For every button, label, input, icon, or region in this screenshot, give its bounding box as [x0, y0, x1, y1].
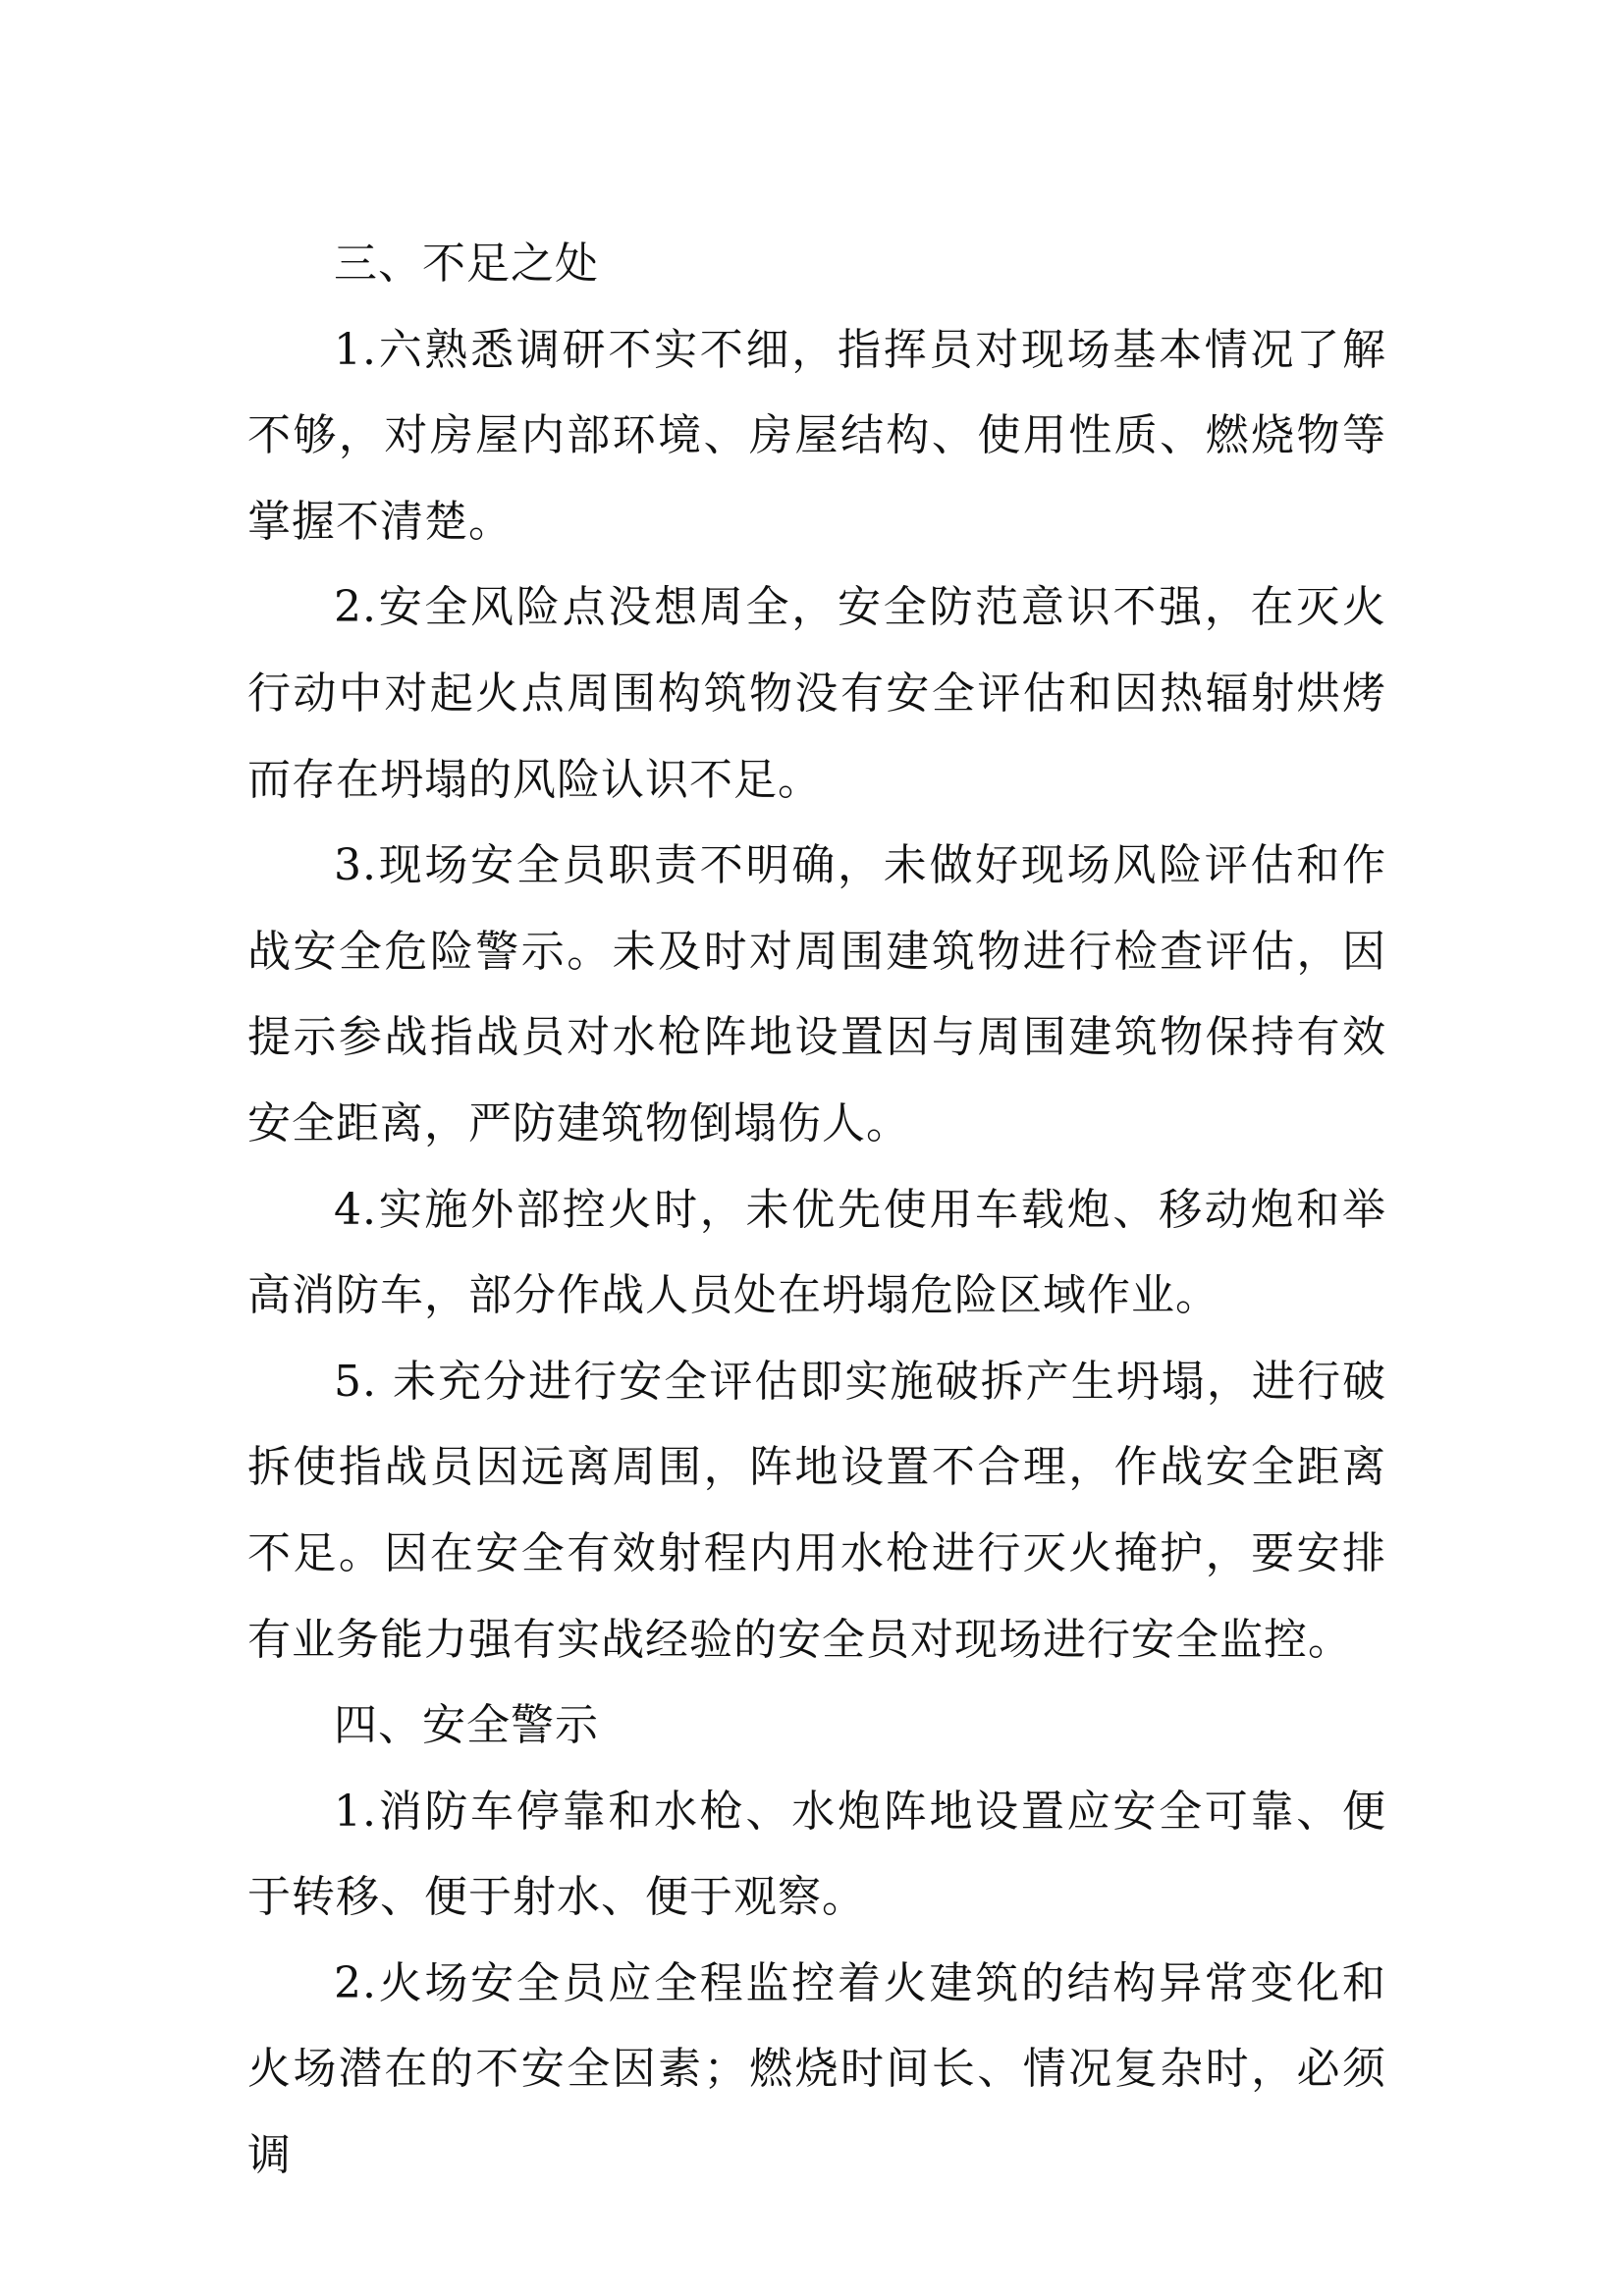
paragraph-shortcoming-1: 1.六熟悉调研不实不细，指挥员对现场基本情况了解不够，对房屋内部环境、房屋结构、使用性质、燃烧物等掌握不清楚。: [247, 324, 1386, 547]
paragraph-shortcoming-2: 2.安全风险点没想周全，安全防范意识不强，在灭火行动中对起火点周围构筑物没有安全评估和因热辐射烘烤而存在坍塌的风险认识不足。: [247, 582, 1386, 805]
paragraph-shortcoming-5: 5. 未充分进行安全评估即实施破拆产生坍塌，进行破拆使指战员因远离周围，阵地设置不合理，作战安全距离不足。因在安全有效射程内用水枪进行灭火掩护，要安排有业务能力强有实战经验的安全员对现场进行安全监控。: [247, 1356, 1386, 1665]
paragraph-warning-1: 1.消防车停靠和水枪、水炮阵地设置应安全可靠、便于转移、便于射水、便于观察。: [247, 1786, 1386, 1923]
paragraph-shortcoming-3: 3.现场安全员职责不明确，未做好现场风险评估和作战安全危险警示。未及时对周围建筑物进行检查评估，因提示参战指战员对水枪阵地设置因与周围建筑物保持有效安全距离，严防建筑物倒塌伤人。: [247, 840, 1386, 1148]
paragraph-warning-2: 2.火场安全员应全程监控着火建筑的结构异常变化和火场潜在的不安全因素；燃烧时间长、情况复杂时，必须调: [247, 1957, 1386, 2181]
section-heading-safety-warnings: 四、安全警示: [334, 1700, 599, 1751]
paragraph-shortcoming-4: 4.实施外部控火时，未优先使用车载炮、移动炮和举高消防车，部分作战人员处在坍塌危险区域作业。: [247, 1184, 1386, 1321]
section-heading-shortcomings: 三、不足之处: [334, 239, 599, 289]
document-body: [247, 221, 1386, 2199]
